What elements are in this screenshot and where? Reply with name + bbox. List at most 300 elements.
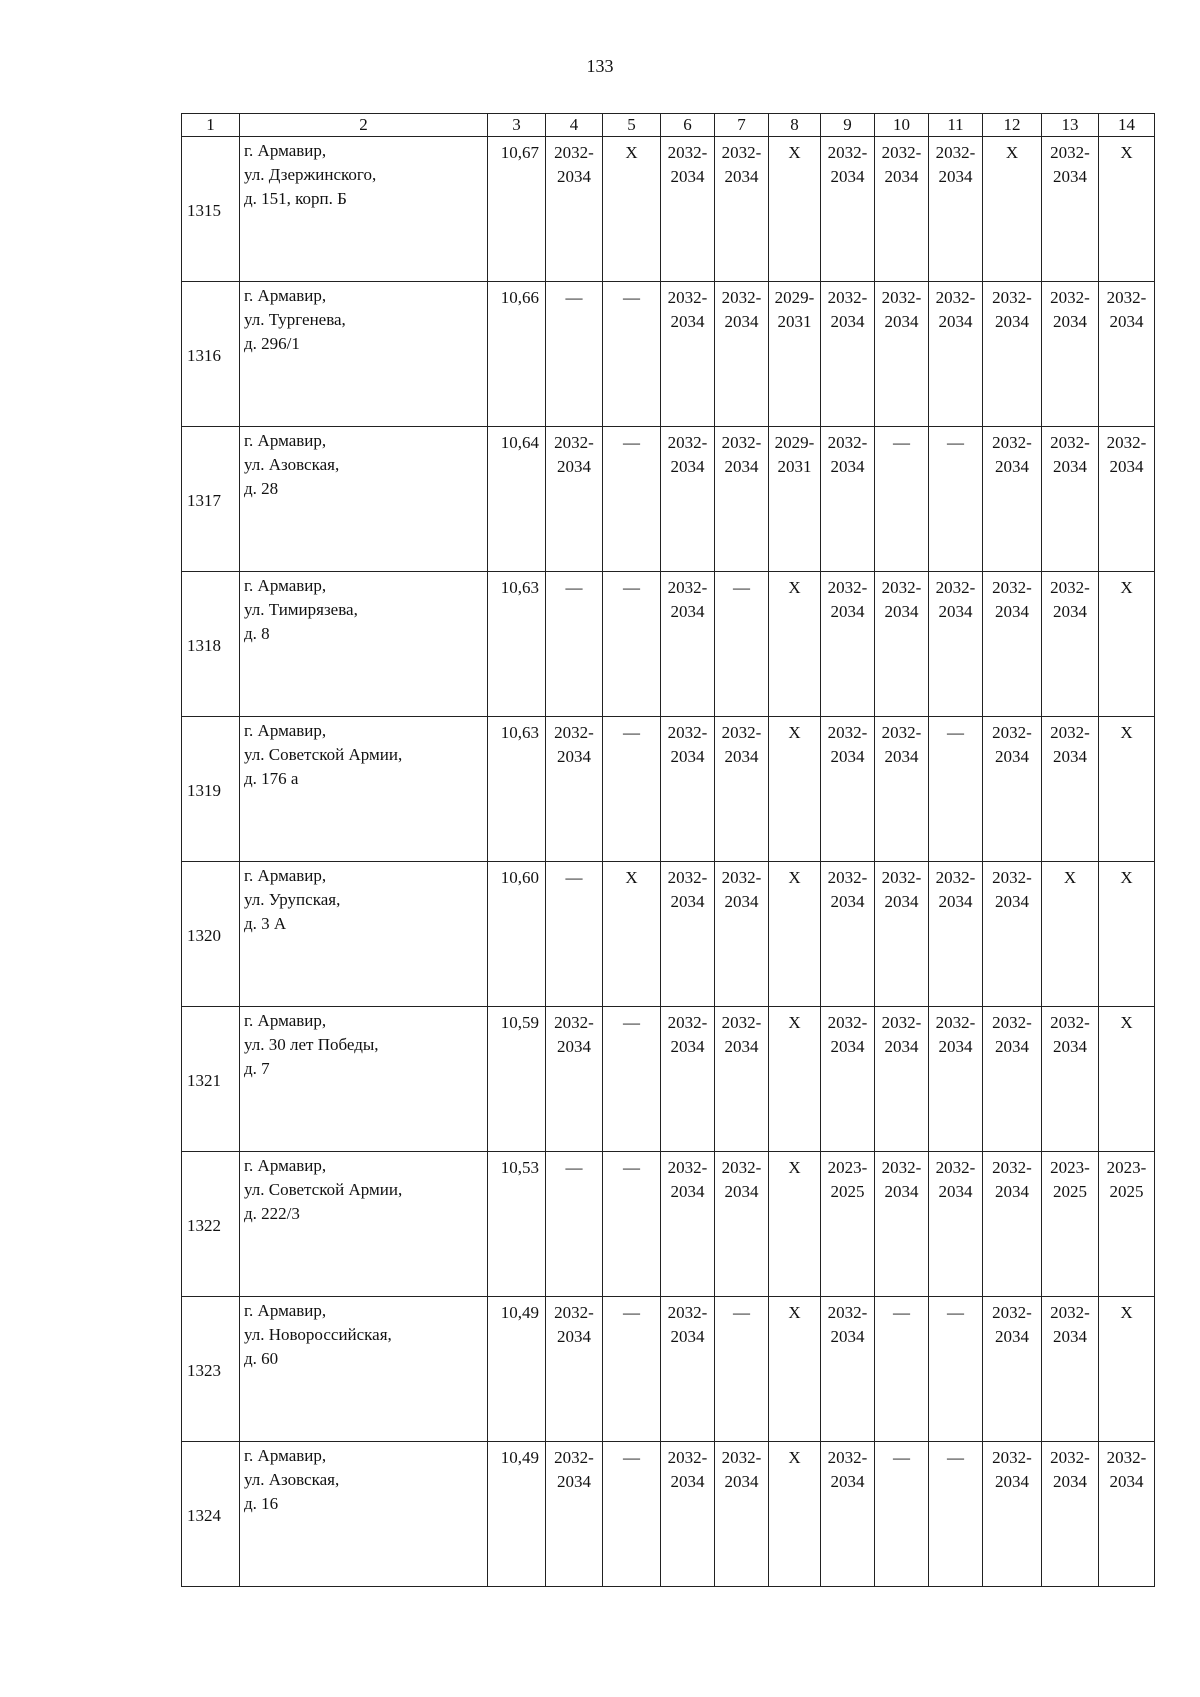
period-line: — — [623, 433, 640, 452]
period-line: X — [1120, 723, 1133, 742]
header-row — [182, 114, 1155, 137]
period-cell — [603, 427, 661, 572]
period-line: 2032- — [881, 143, 922, 162]
page-number: 133 — [586, 56, 614, 76]
period-cell — [1099, 1152, 1155, 1297]
period-line: 2034 — [830, 747, 865, 766]
period-line: 2023- — [827, 1158, 868, 1177]
period-cell — [603, 1442, 661, 1587]
period-line: 2034 — [1053, 1472, 1087, 1491]
period-cell — [769, 427, 821, 572]
address-line: д. 60 — [244, 1349, 279, 1368]
address-line: г. Армавир, — [244, 431, 327, 450]
period-line: 2034 — [670, 312, 705, 331]
period-cell — [1099, 717, 1155, 862]
period-line: 2034 — [830, 457, 865, 476]
period-cell — [875, 1007, 929, 1152]
period-line: 2034 — [670, 1182, 705, 1201]
period-line: 2034 — [724, 457, 759, 476]
period-line: 2032- — [827, 1013, 868, 1032]
period-line: 2032- — [935, 288, 976, 307]
period-line: 2034 — [1053, 602, 1087, 621]
period-cell — [983, 862, 1042, 1007]
period-cell — [983, 1297, 1042, 1442]
period-cell — [983, 717, 1042, 862]
row-number-cell — [182, 1297, 240, 1442]
period-cell — [929, 1297, 983, 1442]
period-line: — — [893, 1303, 910, 1322]
period-line: 2032- — [1106, 1448, 1147, 1467]
period-line: 2034 — [938, 602, 973, 621]
period-line: 2032- — [554, 143, 594, 162]
period-line: 2032- — [881, 578, 922, 597]
period-line: 2032- — [1050, 288, 1090, 307]
period-cell — [821, 427, 875, 572]
period-cell — [603, 862, 661, 1007]
period-line: 2032- — [667, 288, 708, 307]
period-cell — [603, 137, 661, 282]
period-line: 2032- — [1106, 288, 1147, 307]
column-header: 12 — [983, 114, 1042, 137]
period-line: 2034 — [557, 1472, 591, 1491]
period-line: X — [788, 1303, 801, 1322]
period-cell — [929, 862, 983, 1007]
period-cell — [1099, 1007, 1155, 1152]
period-cell — [1099, 572, 1155, 717]
period-cell — [603, 282, 661, 427]
value-cell: 10,49 — [488, 1297, 546, 1442]
period-line: 2034 — [724, 312, 759, 331]
address-line: г. Армавир, — [244, 1301, 327, 1320]
period-cell — [875, 862, 929, 1007]
period-line: 2032- — [827, 868, 868, 887]
period-line: 2032- — [667, 868, 708, 887]
period-line: 2032- — [992, 578, 1032, 597]
period-line: 2032- — [1106, 433, 1147, 452]
row-number: 1321 — [187, 1071, 221, 1090]
period-line: X — [788, 1448, 801, 1467]
period-line: 2034 — [995, 747, 1029, 766]
period-line: 2032- — [667, 1013, 708, 1032]
address-cell — [240, 1007, 488, 1152]
row-number: 1315 — [187, 201, 221, 220]
period-line: 2032- — [992, 723, 1032, 742]
period-line: 2032- — [992, 1013, 1032, 1032]
period-cell — [661, 282, 715, 427]
schedule-table — [181, 113, 1155, 1587]
period-line: 2032- — [554, 1013, 594, 1032]
period-line: 2032- — [554, 433, 594, 452]
period-line: 2032- — [1050, 723, 1090, 742]
value-cell: 10,59 — [488, 1007, 546, 1152]
period-cell — [715, 862, 769, 1007]
period-cell — [1042, 282, 1099, 427]
period-cell — [1042, 427, 1099, 572]
period-cell — [715, 717, 769, 862]
period-cell — [1042, 717, 1099, 862]
column-header: 14 — [1099, 114, 1155, 137]
period-cell — [546, 1152, 603, 1297]
period-cell — [661, 137, 715, 282]
period-line: 2032- — [554, 1448, 594, 1467]
address-line: д. 296/1 — [244, 334, 300, 353]
period-cell — [715, 1152, 769, 1297]
period-cell — [661, 427, 715, 572]
period-cell — [821, 282, 875, 427]
period-line: — — [733, 578, 750, 597]
period-cell — [661, 1007, 715, 1152]
column-header: 7 — [715, 114, 769, 137]
period-cell — [769, 282, 821, 427]
period-cell — [1042, 1007, 1099, 1152]
address-line: г. Армавир, — [244, 1446, 327, 1465]
value-cell: 10,53 — [488, 1152, 546, 1297]
period-cell — [769, 1297, 821, 1442]
address-cell — [240, 717, 488, 862]
period-cell — [769, 717, 821, 862]
period-cell — [715, 1007, 769, 1152]
period-line: — — [623, 288, 640, 307]
period-line: 2034 — [724, 1037, 759, 1056]
value-cell: 10,63 — [488, 572, 546, 717]
period-line: 2032- — [881, 1013, 922, 1032]
table-row — [182, 1152, 1155, 1297]
period-cell — [983, 1152, 1042, 1297]
period-cell — [821, 572, 875, 717]
period-line: 2029- — [774, 433, 815, 452]
row-number: 1318 — [187, 636, 221, 655]
period-line: 2034 — [1053, 457, 1087, 476]
period-cell — [715, 1442, 769, 1587]
address-line: ул. Советской Армии, — [244, 1180, 403, 1199]
period-line: 2032- — [721, 723, 762, 742]
period-cell — [603, 717, 661, 862]
period-cell — [929, 1152, 983, 1297]
period-cell — [715, 282, 769, 427]
address-line: д. 151, корп. Б — [244, 189, 347, 208]
table-row — [182, 1442, 1155, 1587]
address-line: ул. Советской Армии, — [244, 745, 403, 764]
period-line: 2032- — [935, 578, 976, 597]
period-line: — — [893, 433, 910, 452]
period-line: 2032- — [721, 1448, 762, 1467]
period-cell — [546, 1007, 603, 1152]
period-cell — [1042, 862, 1099, 1007]
period-line: 2034 — [884, 602, 919, 621]
address-line: ул. Тургенева, — [244, 310, 346, 329]
value-cell: 10,67 — [488, 137, 546, 282]
period-line: 2023- — [1106, 1158, 1147, 1177]
table-row — [182, 282, 1155, 427]
period-line: 2032- — [827, 143, 868, 162]
period-line: 2032- — [721, 433, 762, 452]
column-header: 4 — [546, 114, 603, 137]
period-line: 2032- — [1050, 578, 1090, 597]
column-header: 8 — [769, 114, 821, 137]
period-cell — [1042, 1152, 1099, 1297]
period-line: 2034 — [884, 892, 919, 911]
address-cell — [240, 427, 488, 572]
period-line: 2032- — [827, 288, 868, 307]
period-line: 2032- — [1050, 1013, 1090, 1032]
period-cell — [603, 1007, 661, 1152]
period-cell — [821, 717, 875, 862]
period-line: 2034 — [670, 1472, 705, 1491]
column-header: 6 — [661, 114, 715, 137]
period-line: 2032- — [721, 868, 762, 887]
period-line: 2032- — [1050, 143, 1090, 162]
period-cell — [983, 1007, 1042, 1152]
period-line: 2034 — [557, 747, 591, 766]
period-cell — [1042, 137, 1099, 282]
period-cell — [1099, 137, 1155, 282]
period-line: 2034 — [830, 312, 865, 331]
period-line: — — [733, 1303, 750, 1322]
period-cell — [1099, 862, 1155, 1007]
period-line: — — [623, 1448, 640, 1467]
period-cell — [715, 572, 769, 717]
value-cell: 10,63 — [488, 717, 546, 862]
period-line: X — [625, 143, 638, 162]
period-line: 2034 — [830, 167, 865, 186]
period-line: 2034 — [670, 1037, 705, 1056]
period-line: 2025 — [1109, 1182, 1144, 1201]
period-cell — [983, 427, 1042, 572]
period-cell — [715, 137, 769, 282]
table-row — [182, 717, 1155, 862]
row-number-cell — [182, 717, 240, 862]
address-cell — [240, 1297, 488, 1442]
period-line: 2034 — [938, 167, 973, 186]
period-line: 2034 — [938, 1037, 973, 1056]
period-line: 2034 — [724, 1182, 759, 1201]
period-line: 2034 — [670, 602, 705, 621]
row-number-cell — [182, 282, 240, 427]
period-line: 2034 — [830, 602, 865, 621]
period-cell — [661, 1297, 715, 1442]
period-cell — [983, 1442, 1042, 1587]
period-line: 2032- — [827, 1303, 868, 1322]
period-cell — [769, 1442, 821, 1587]
address-cell — [240, 1152, 488, 1297]
period-line: 2034 — [724, 747, 759, 766]
period-line: 2034 — [830, 892, 865, 911]
period-cell — [821, 137, 875, 282]
period-line: X — [1120, 578, 1133, 597]
period-line: 2034 — [1053, 747, 1087, 766]
row-number: 1324 — [187, 1506, 221, 1525]
period-line: — — [565, 578, 583, 597]
period-line: 2032- — [935, 1013, 976, 1032]
period-cell — [929, 717, 983, 862]
period-cell — [546, 1442, 603, 1587]
address-cell — [240, 282, 488, 427]
period-line: — — [623, 1013, 640, 1032]
value-cell: 10,64 — [488, 427, 546, 572]
address-line: г. Армавир, — [244, 721, 327, 740]
row-number: 1322 — [187, 1216, 221, 1235]
period-cell — [983, 572, 1042, 717]
row-number-cell — [182, 1007, 240, 1152]
period-cell — [715, 1297, 769, 1442]
value-cell: 10,49 — [488, 1442, 546, 1587]
period-cell — [929, 282, 983, 427]
period-line: 2034 — [884, 747, 919, 766]
period-line: 2034 — [557, 167, 591, 186]
period-line: 2034 — [724, 1472, 759, 1491]
period-line: — — [565, 868, 583, 887]
row-number-cell — [182, 427, 240, 572]
period-line: 2034 — [938, 1182, 973, 1201]
period-line: — — [623, 1303, 640, 1322]
address-line: ул. 30 лет Победы, — [244, 1035, 379, 1054]
period-cell — [546, 717, 603, 862]
period-line: 2032- — [667, 1303, 708, 1322]
period-cell — [1099, 1297, 1155, 1442]
address-line: г. Армавир, — [244, 576, 327, 595]
period-line: — — [947, 1303, 964, 1322]
table-row — [182, 137, 1155, 282]
address-line: г. Армавир, — [244, 1156, 327, 1175]
period-line: 2029- — [774, 288, 815, 307]
period-line: — — [623, 578, 640, 597]
period-cell — [929, 1442, 983, 1587]
period-line: 2034 — [830, 1472, 865, 1491]
period-cell — [546, 137, 603, 282]
address-line: д. 28 — [244, 479, 279, 498]
address-line: д. 176 а — [244, 769, 299, 788]
period-line: 2032- — [935, 1158, 976, 1177]
period-line: 2032- — [992, 288, 1032, 307]
row-number-cell — [182, 572, 240, 717]
column-header: 9 — [821, 114, 875, 137]
period-line: 2032- — [554, 1303, 594, 1322]
period-cell — [875, 572, 929, 717]
period-line: 2034 — [724, 892, 759, 911]
period-line: 2032- — [721, 1158, 762, 1177]
period-line: 2032- — [935, 868, 976, 887]
address-line: ул. Дзержинского, — [244, 165, 377, 184]
period-cell — [546, 572, 603, 717]
address-line: д. 7 — [244, 1059, 270, 1078]
period-line: 2032- — [667, 578, 708, 597]
row-number-cell — [182, 137, 240, 282]
table-row — [182, 427, 1155, 572]
period-line: 2032- — [721, 1013, 762, 1032]
period-line: 2034 — [995, 312, 1029, 331]
period-line: X — [1120, 1303, 1133, 1322]
address-line: ул. Азовская, — [244, 455, 340, 474]
column-header: 5 — [603, 114, 661, 137]
period-line: 2032- — [827, 578, 868, 597]
period-line: 2034 — [995, 1327, 1029, 1346]
period-line: X — [1120, 1013, 1133, 1032]
period-line: 2034 — [1053, 312, 1087, 331]
period-line: 2032- — [992, 1448, 1032, 1467]
period-line: X — [788, 578, 801, 597]
period-cell — [546, 1297, 603, 1442]
row-number: 1320 — [187, 926, 221, 945]
period-cell — [769, 572, 821, 717]
period-cell — [875, 137, 929, 282]
period-line: 2034 — [1053, 1327, 1087, 1346]
period-line: 2034 — [995, 1182, 1029, 1201]
period-cell — [769, 1007, 821, 1152]
value-cell: 10,60 — [488, 862, 546, 1007]
column-header: 2 — [240, 114, 488, 137]
period-line: X — [625, 868, 638, 887]
period-cell — [1099, 282, 1155, 427]
address-line: ул. Урупская, — [244, 890, 341, 909]
period-line: 2034 — [1053, 1037, 1087, 1056]
period-cell — [875, 427, 929, 572]
address-line: ул. Тимирязева, — [244, 600, 358, 619]
period-line: 2032- — [1050, 433, 1090, 452]
period-line: 2034 — [995, 1037, 1029, 1056]
period-cell — [1099, 1442, 1155, 1587]
period-line: 2032- — [667, 433, 708, 452]
period-line: 2034 — [670, 1327, 705, 1346]
column-header: 3 — [488, 114, 546, 137]
period-line: 2034 — [884, 312, 919, 331]
period-line: X — [1120, 868, 1133, 887]
period-line: 2034 — [995, 1472, 1029, 1491]
period-line: 2034 — [830, 1037, 865, 1056]
period-line: 2032- — [881, 1158, 922, 1177]
period-line: 2034 — [938, 312, 973, 331]
address-line: ул. Новороссийская, — [244, 1325, 392, 1344]
period-line: 2032- — [1050, 1448, 1090, 1467]
row-number: 1317 — [187, 491, 221, 510]
period-line: 2032- — [721, 143, 762, 162]
period-line: 2032- — [667, 143, 708, 162]
period-line: — — [565, 288, 583, 307]
period-cell — [983, 282, 1042, 427]
period-line: 2034 — [884, 1182, 919, 1201]
period-line: 2034 — [670, 457, 705, 476]
period-line: 2032- — [667, 1158, 708, 1177]
address-cell — [240, 1442, 488, 1587]
column-header: 10 — [875, 114, 929, 137]
period-cell — [875, 717, 929, 862]
address-cell — [240, 572, 488, 717]
period-line: 2034 — [670, 747, 705, 766]
table-row — [182, 1297, 1155, 1442]
period-cell — [603, 1152, 661, 1297]
period-cell — [821, 862, 875, 1007]
period-line: 2034 — [557, 1327, 591, 1346]
period-line: 2034 — [1109, 457, 1144, 476]
period-line: — — [947, 723, 964, 742]
period-line: 2034 — [995, 602, 1029, 621]
period-cell — [929, 427, 983, 572]
period-cell — [875, 1297, 929, 1442]
period-cell — [821, 1152, 875, 1297]
period-cell — [875, 1442, 929, 1587]
period-line: 2032- — [881, 723, 922, 742]
period-line: 2034 — [995, 457, 1029, 476]
period-line: X — [788, 1013, 801, 1032]
row-number: 1319 — [187, 781, 221, 800]
period-line: 2032- — [992, 1303, 1032, 1322]
period-line: 2032- — [935, 143, 976, 162]
period-line: — — [565, 1158, 583, 1177]
period-line: 2034 — [938, 892, 973, 911]
period-cell — [1042, 1442, 1099, 1587]
period-line: X — [1120, 143, 1133, 162]
period-cell — [661, 717, 715, 862]
period-line: 2034 — [557, 457, 591, 476]
